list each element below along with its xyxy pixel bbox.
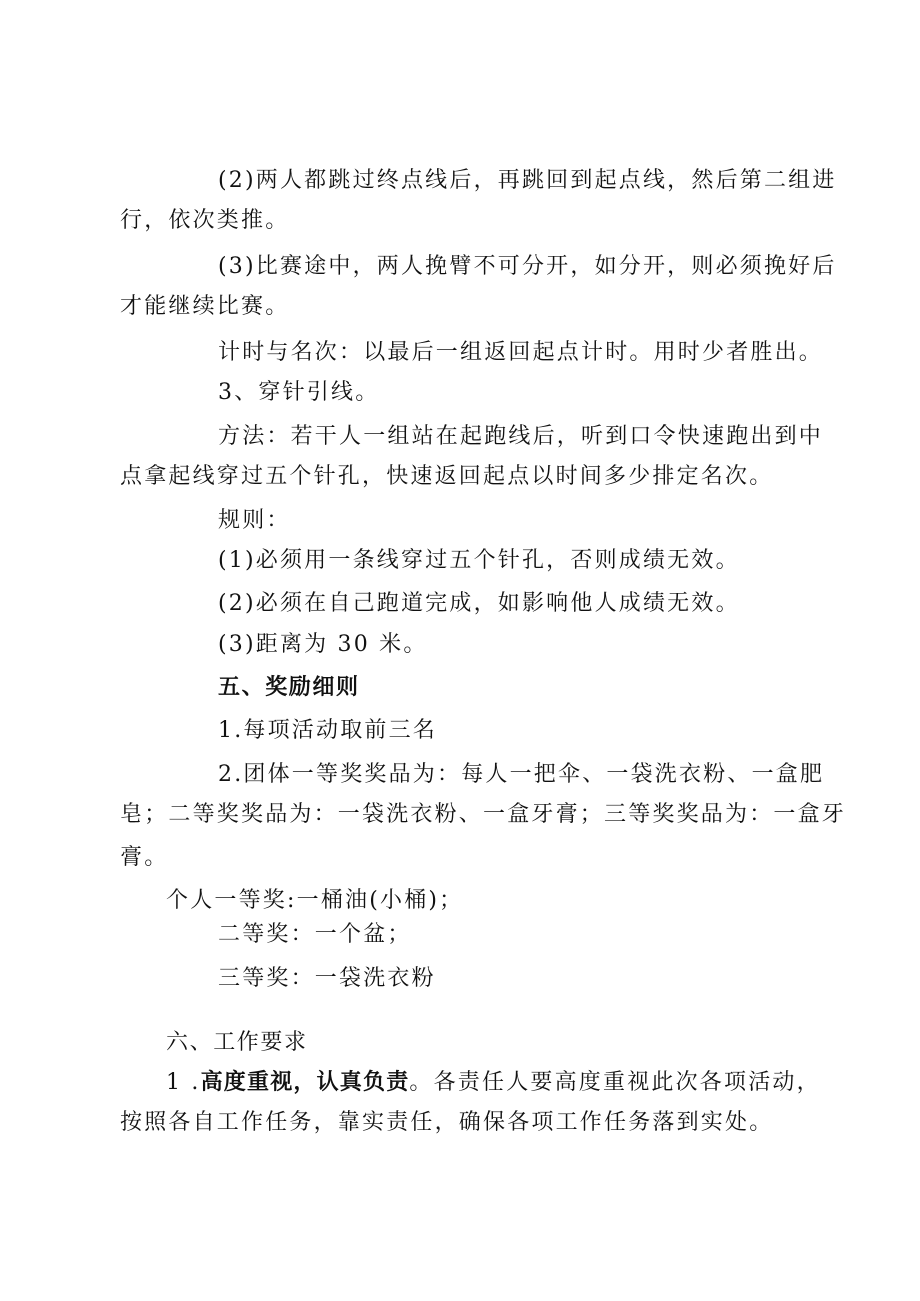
item-number: 1 . <box>166 1070 201 1095</box>
item-text: 。各责任人要高度重视此次各项活动， <box>409 1070 821 1095</box>
paragraph-line: 才能继续比赛。 <box>120 294 290 319</box>
section-heading-requirements: 六、工作要求 <box>166 1030 308 1055</box>
paragraph-line: 三等奖：一袋洗衣粉 <box>218 966 436 991</box>
paragraph-line: 皂；二等奖奖品为：一袋洗衣粉、一盒牙膏；三等奖奖品为：一盒牙 <box>120 802 847 827</box>
section-item-title: 3、穿针引线。 <box>218 380 380 405</box>
rule-item: (1)必须用一条线穿过五个针孔，否则成绩无效。 <box>218 548 740 573</box>
paragraph-line: 行，依次类推。 <box>120 208 290 233</box>
rule-item: (3)距离为 30 米。 <box>218 632 428 657</box>
rule-item: (2)必须在自己跑道完成，如影响他人成绩无效。 <box>218 591 740 616</box>
rules-label: 规则： <box>218 508 291 533</box>
paragraph-line: (2)两人都跳过终点线后，再跳回到起点线，然后第二组进 <box>218 168 837 193</box>
paragraph-line: (3)比赛途中，两人挽臂不可分开，如分开，则必须挽好后 <box>218 254 837 279</box>
paragraph-line: 方法：若干人一组站在起跑线后，听到口令快速跑出到中 <box>218 424 824 449</box>
paragraph-line: 二等奖：一个盆； <box>218 922 412 947</box>
paragraph-line: 2.团体一等奖奖品为：每人一把伞、一袋洗衣粉、一盒肥 <box>218 762 825 787</box>
section-heading-rewards: 五、奖励细则 <box>218 675 360 700</box>
paragraph-line: 膏。 <box>120 845 169 870</box>
paragraph-line: 个人一等奖:一桶油(小桶)； <box>166 888 464 913</box>
paragraph-line: 1.每项活动取前三名 <box>218 718 437 743</box>
bold-phrase: 高度重视，认真负责 <box>200 1070 410 1095</box>
paragraph-line <box>166 1070 821 1096</box>
paragraph-line: 点拿起线穿过五个针孔，快速返回起点以时间多少排定名次。 <box>120 464 774 489</box>
paragraph-line: 计时与名次：以最后一组返回起点计时。用时少者胜出。 <box>218 340 824 365</box>
paragraph-line: 按照各自工作任务，靠实责任，确保各项工作任务落到实处。 <box>120 1110 774 1135</box>
